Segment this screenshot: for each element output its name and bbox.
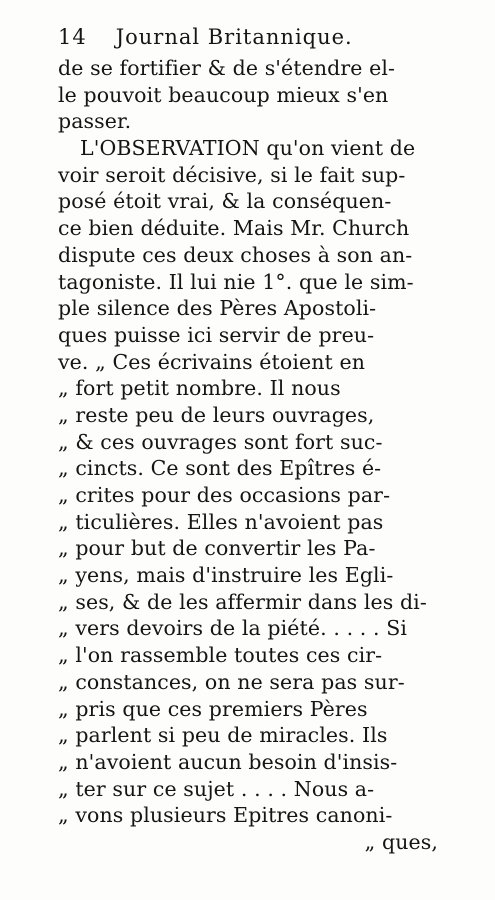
quoted-line: „ yens, mais d'instruire les Egli-: [58, 563, 394, 588]
quoted-line: „ cincts. Ce sont des Epîtres é-: [58, 456, 382, 481]
quoted-line: „ ticulières. Elles n'avoient pas: [58, 509, 384, 534]
text-line: tagoniste. Il lui nie 1°. que le sim-: [58, 269, 414, 294]
running-header: [58, 22, 448, 52]
catchword: „ ques,: [364, 829, 438, 854]
quoted-line: „ fort petit nombre. Il nous: [58, 376, 341, 401]
text-line: ve. „ Ces écrivains étoient en: [58, 349, 365, 374]
quoted-line: „ crites pour des occasions par-: [58, 483, 391, 507]
text-line: de se fortifier & de s'étendre el-: [58, 56, 396, 80]
quoted-line: „ parlent si peu de miracles. Ils: [58, 723, 388, 748]
page-number: 14: [58, 25, 87, 49]
text-line: ce bien déduite. Mais Mr. Church: [58, 216, 410, 241]
quoted-line: „ vons plusieurs Epitres canoni-: [58, 803, 393, 828]
text-line: voir seroit décisive, si le fait sup-: [58, 162, 406, 187]
paragraph-start-line: L'OBSERVATION qu'on vient de: [80, 136, 416, 161]
text-line: le pouvoit beaucoup mieux s'en: [58, 82, 389, 107]
quoted-line: „ l'on rassemble toutes ces cir-: [58, 643, 383, 668]
quoted-line: „ pris que ces premiers Pères: [58, 696, 368, 721]
quoted-line: „ constances, on ne sera pas sur-: [58, 669, 405, 694]
quoted-line: „ n'avoient aucun besoin d'insis-: [58, 749, 398, 774]
quoted-line: „ pour but de convertir les Pa-: [58, 536, 376, 561]
text-line: posé étoit vrai, & la conséquen-: [58, 189, 392, 214]
body-text: [58, 55, 443, 856]
text-line: ple silence des Pères Apostoli-: [58, 296, 377, 321]
text-line: ques puisse ici servir de preu-: [58, 322, 375, 347]
running-title: Journal Britannique.: [115, 25, 353, 49]
quoted-line: „ reste peu de leurs ouvrages,: [58, 402, 375, 427]
quoted-line: „ & ces ouvrages sont fort suc-: [58, 429, 383, 454]
quoted-line: „ vers devoirs de la piété. . . . . Si: [58, 616, 408, 641]
text-line: dispute ces deux choses à son an-: [58, 242, 413, 267]
quoted-line: „ ter sur ce sujet . . . . Nous a-: [58, 776, 375, 801]
text-line: passer.: [58, 109, 132, 134]
quoted-line: „ ses, & de les affermir dans les di-: [58, 589, 427, 614]
